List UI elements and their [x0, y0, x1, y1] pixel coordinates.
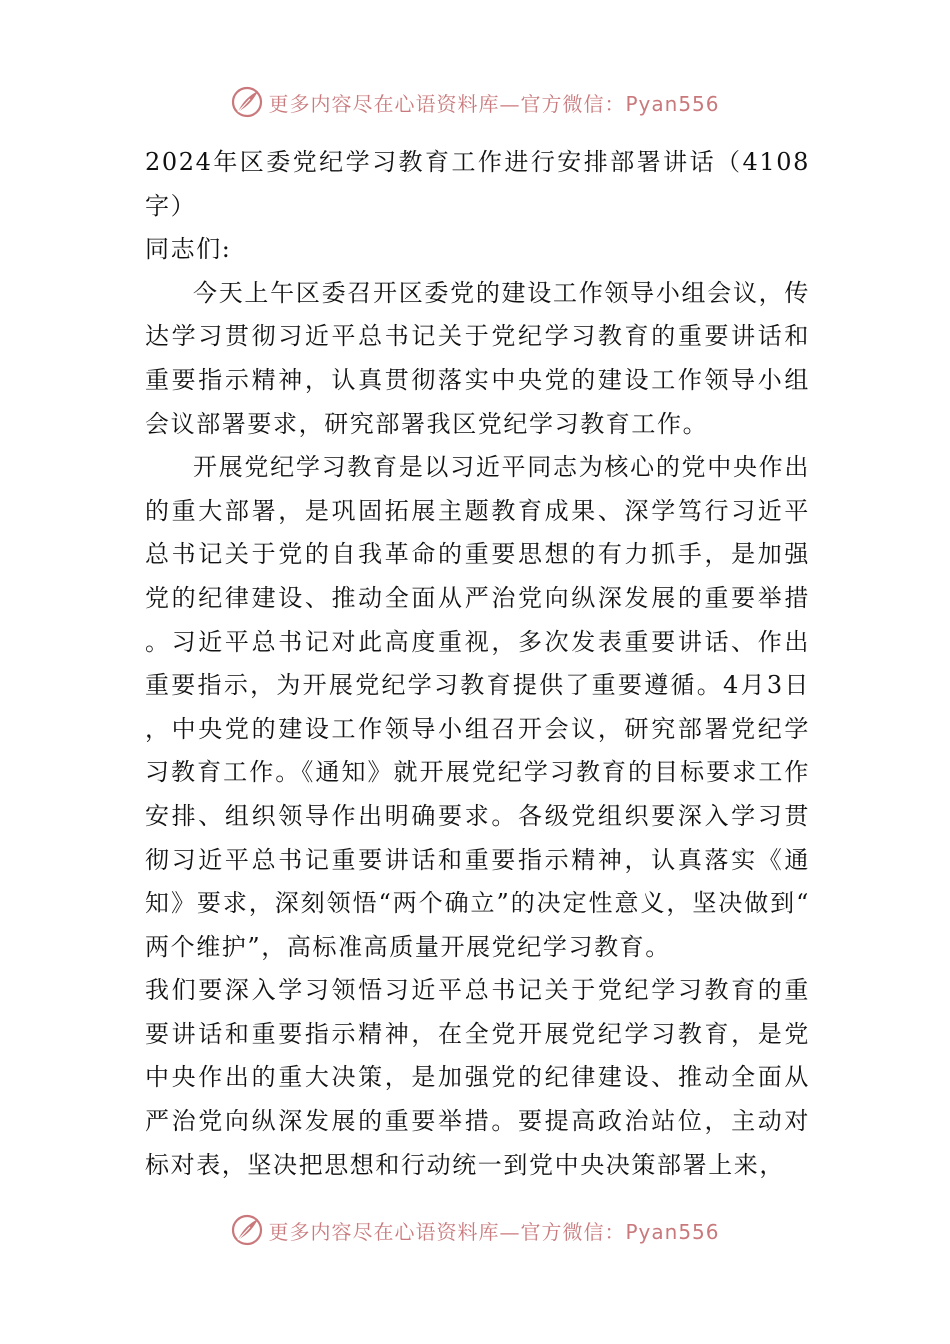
- feather-pen-logo-icon: [230, 1213, 264, 1247]
- feather-pen-logo-icon: [230, 85, 264, 119]
- watermark-text: 更多内容尽在心语资料库—官方微信：Pyan556: [268, 91, 720, 116]
- paragraph-2: 开展党纪学习教育是以习近平同志为核心的党中央作出的重大部署，是巩固拓展主题教育成果、深学笃行习近平总书记关于党的自我革命的重要思想的有力抓手，是加强党的纪律建设、推动全面从严治党向纵深发展的重要举措。习近平总书记对此高度重视，多次发表重要讲话、作出重要指示，为开展党纪学习教育提供了重要遵循。4月3日，中央党的建设工作领导小组召开会议，研究部署党纪学习教育工作。《通知》就开展党纪学习教育的目标要求工作安排、组织领导作出明确要求。各级党组织要深入学习贯彻习近平总书记重要讲话和重要指示精神，认真落实《通知》要求，深刻领悟“两个确立”的决定性意义，坚决做到“两个维护”，高标准高质量开展党纪学习教育。: [145, 453, 810, 961]
- footer-watermark-banner: [0, 1210, 950, 1250]
- salutation: 同志们:: [145, 235, 232, 264]
- paragraph-1: 今天上午区委召开区委党的建设工作领导小组会议，传达学习贯彻习近平总书记关于党纪学习教育的重要讲话和重要指示精神，认真贯彻落实中央党的建设工作领导小组会议部署要求，研究部署我区党纪学习教育工作。: [145, 278, 810, 438]
- watermark-text: 更多内容尽在心语资料库—官方微信：Pyan556: [268, 1219, 720, 1244]
- document-title: 2024年区委党纪学习教育工作进行安排部署讲话（4108字）: [145, 148, 810, 220]
- header-watermark-banner: [0, 82, 950, 122]
- document-body: [145, 141, 810, 1187]
- paragraph-3: 我们要深入学习领悟习近平总书记关于党纪学习教育的重要讲话和重要指示精神，在全党开展党纪学习教育，是党中央作出的重大决策，是加强党的纪律建设、推动全面从严治党向纵深发展的重要举措。要提高政治站位，主动对标对表，坚决把思想和行动统一到党中央决策部署上来，: [145, 976, 810, 1179]
